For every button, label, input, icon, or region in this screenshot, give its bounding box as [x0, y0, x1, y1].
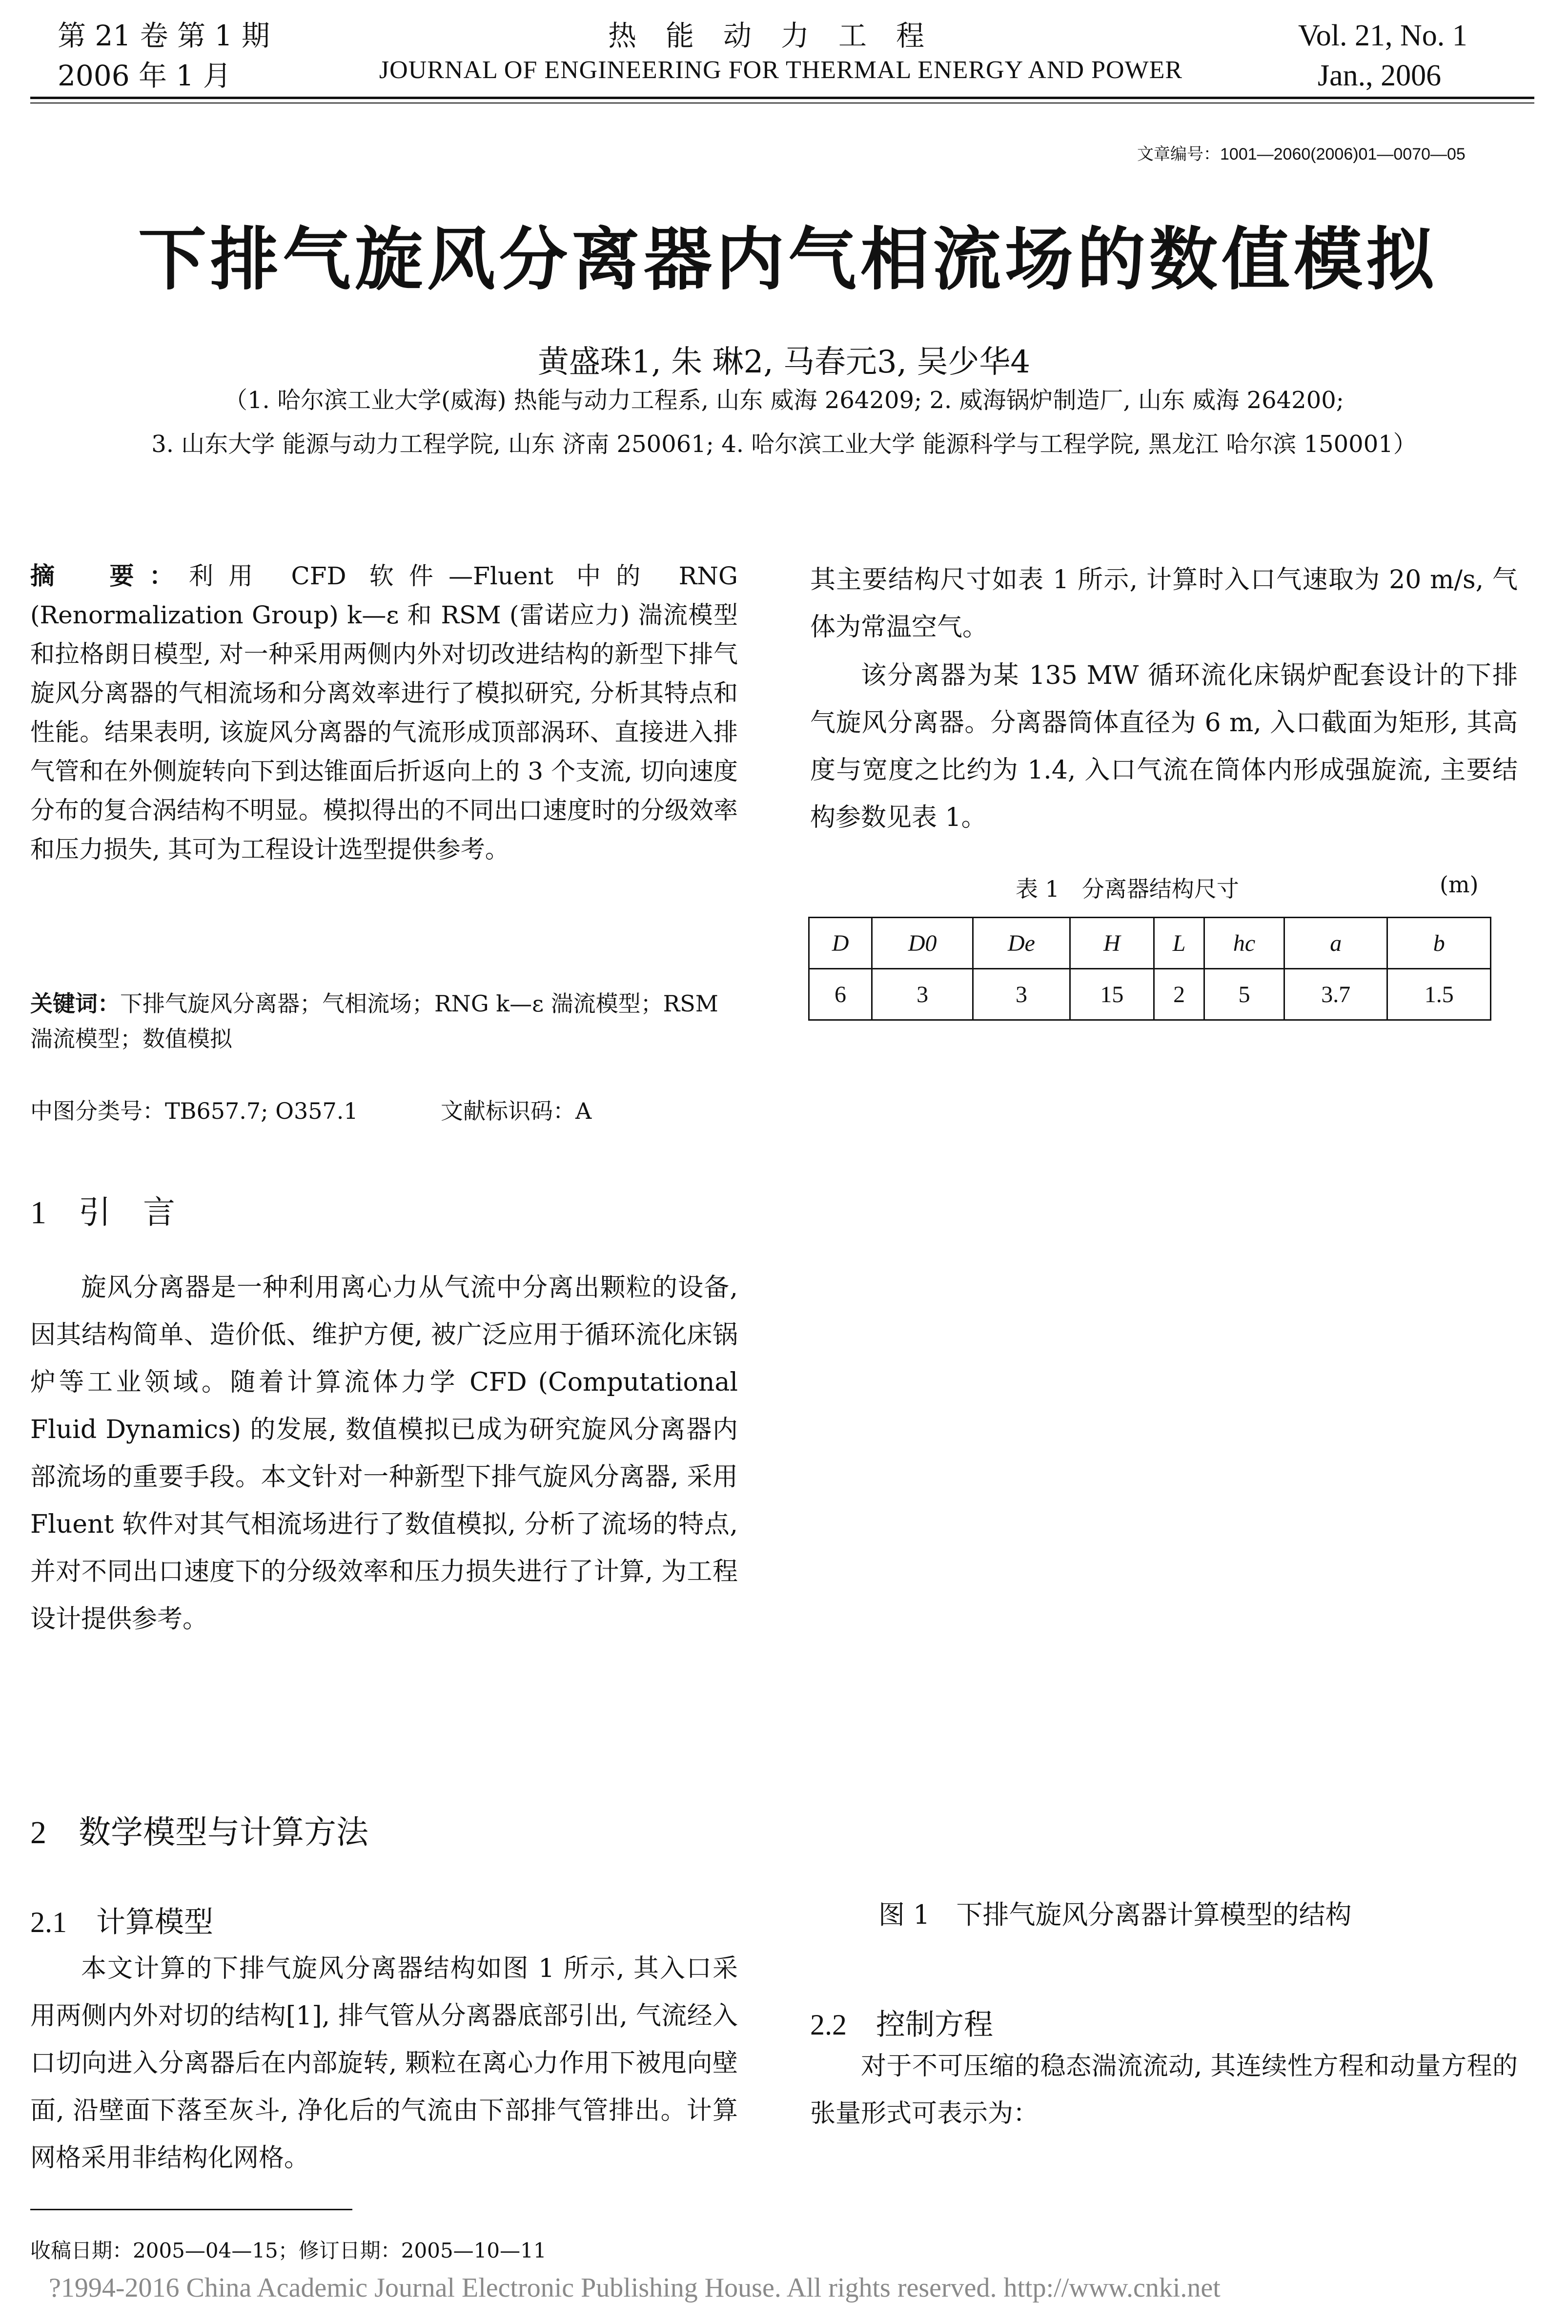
clc-number: 中图分类号：TB657.7; O357.1 — [30, 1098, 358, 1124]
section-1-heading: 1 引 言 — [30, 1195, 175, 1231]
section-2-1-paragraph: 本文计算的下排气旋风分离器结构如图 1 所示, 其入口采用两侧内外对切的结构[1], 排气管从分离器底部引出, 气流经入口切向进入分离器后在内部旋转, 颗粒在离心力作用下被甩向壁面, 沿壁面下落至灰斗, 净化后的气流由下部排气管排出。计算网格采用非结构化网格。 — [30, 1954, 738, 2173]
table-header-cell: hc — [1204, 918, 1284, 969]
section-2-2-heading: 2.2 控制方程 — [810, 2009, 993, 2041]
table-value-cell: 15 — [1070, 969, 1154, 1020]
journal-name-cn: 热能动力工程 — [608, 19, 954, 52]
abstract-label: 摘 要： — [30, 561, 189, 590]
table-value-row — [809, 969, 1491, 1020]
authors: 黄盛珠1, 朱 琳2, 马春元3, 吴少华4 — [537, 344, 1031, 380]
figure-1-caption: 图 1 下排气旋风分离器计算模型的结构 — [878, 1899, 1352, 1930]
volume-issue-en: Vol. 21, No. 1 — [1298, 19, 1467, 52]
section-1-paragraph: 旋风分离器是一种利用离心力从气流中分离出颗粒的设备, 因其结构简单、造价低、维护方便, 被广泛应用于循环流化床锅炉等工业领域。随着计算流体力学 CFD (Computational Fluid Dynamics) 的发展, 数值模拟已成为研究旋风分离器内部流场的重要手段。本文针对一种新型下排气旋风分离器, 采用 Fluent 软件对其气相流场进行了数值模拟, 分析了流场的特点, 并对不同出口速度下的分级效率和压力损失进行了计算, 为工程设计提供参考。 — [30, 1273, 738, 1634]
table-header-cell: L — [1154, 918, 1204, 969]
table-value-cell: 5 — [1204, 969, 1284, 1020]
abstract-text: 利用 CFD 软件—Fluent 中的 RNG (Renormalization Group) k—ε 和 RSM (雷诺应力) 湍流模型和拉格朗日模型, 对一种采用两侧内外对切改进结构的新型下排气旋风分离器的气相流场和分离效率进行了模拟研究, 分析其特点和性能。结果表明, 该旋风分离器的气流形成顶部涡环、直接进入排气管和在外侧旋转向下到达锥面后折返向上的 3 个支流, 切向速度分布的复合涡结构不明显。模拟得出的不同出口速度时的分级效率和压力损失, 其可为工程设计选型提供参考。 — [30, 562, 738, 864]
issue-info — [58, 16, 270, 96]
affiliation-line-2: 3. 山东大学 能源与动力工程学院, 山东 济南 250061; 4. 哈尔滨工业大学 能源科学与工程学院, 黑龙江 哈尔滨 150001） — [151, 431, 1417, 458]
document-code: 文献标识码：A — [440, 1098, 592, 1124]
table-unit: (m) — [1440, 871, 1479, 898]
keywords-text: 下排气旋风分离器；气相流场；RNG k—ε 湍流模型；RSM 湍流模型；数值模拟 — [30, 990, 718, 1052]
section-2-1-heading: 2.1 计算模型 — [30, 1906, 213, 1938]
section-2-heading: 2 数学模型与计算方法 — [30, 1815, 368, 1851]
table-header-cell: De — [973, 918, 1070, 969]
table-header-cell: a — [1284, 918, 1387, 969]
copyright-notice: ?1994-2016 China Academic Journal Electronic Publishing House. All rights reserved. http://www.cnki.net — [49, 2273, 1221, 2303]
journal-name-en: JOURNAL OF ENGINEERING FOR THERMAL ENERGY AND POWER — [379, 56, 1183, 84]
table-header-row — [809, 918, 1491, 969]
table-header-cell: D — [809, 918, 872, 969]
footnote-rule — [30, 2209, 352, 2210]
table-header-cell: b — [1387, 918, 1491, 969]
abstract — [30, 556, 738, 869]
table-value-cell: 3 — [872, 969, 973, 1020]
keywords — [30, 986, 738, 1056]
table-value-cell: 3.7 — [1284, 969, 1387, 1020]
right-paragraph-2: 该分离器为某 135 MW 循环流化床锅炉配套设计的下排气旋风分离器。分离器筒体直径为 6 m, 入口截面为矩形, 其高度与宽度之比约为 1.4, 入口气流在筒体内形成强旋流, 主要结构参数见表 1。 — [810, 661, 1518, 832]
classification — [30, 1093, 738, 1129]
date-en: Jan., 2006 — [1318, 59, 1442, 92]
table-header-cell: H — [1070, 918, 1154, 969]
table-caption: 表 1 分离器结构尺寸 — [1016, 876, 1239, 902]
date-cn: 2006 年 1 月 — [58, 59, 231, 92]
header-rule — [30, 97, 1534, 99]
table-header-cell: D0 — [872, 918, 973, 969]
table-value-cell: 6 — [809, 969, 872, 1020]
keywords-label: 关键词： — [30, 990, 120, 1017]
volume-issue-cn: 第 21 卷 第 1 期 — [58, 19, 270, 52]
journal-name — [312, 16, 1249, 85]
table-value-cell: 2 — [1154, 969, 1204, 1020]
table-value-cell: 3 — [973, 969, 1070, 1020]
issue-info-en — [1298, 16, 1467, 96]
dimension-table — [808, 917, 1491, 1021]
figure-1-area — [810, 1035, 1518, 1865]
paper-title: 下排气旋风分离器内气相流场的数值模拟 — [138, 220, 1438, 300]
footnote-received: 收稿日期：2005—04—15；修订日期：2005—10—11 — [30, 2239, 547, 2262]
affiliation-line-1: （1. 哈尔滨工业大学(威海) 热能与动力工程系, 山东 威海 264209; 2. 威海锅炉制造厂, 山东 威海 264200; — [224, 387, 1344, 414]
table-value-cell: 1.5 — [1387, 969, 1491, 1020]
section-2-2-paragraph: 对于不可压缩的稳态湍流流动, 其连续性方程和动量方程的张量形式可表示为： — [810, 2052, 1518, 2128]
right-paragraph-1: 其主要结构尺寸如表 1 所示, 计算时入口气速取为 20 m/s, 气体为常温空气。 — [810, 565, 1518, 642]
document-number: 文章编号：1001—2060(2006)01—0070—05 — [1137, 145, 1466, 164]
